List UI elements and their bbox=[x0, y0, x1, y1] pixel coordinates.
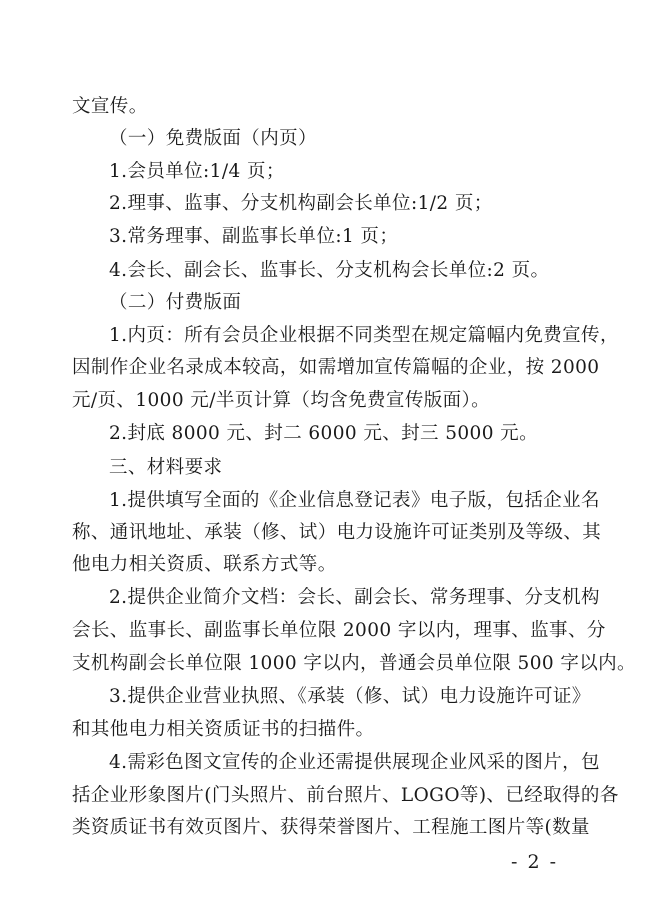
text-line: 1.提供填写全面的《企业信息登记表》电子版，包括企业名 bbox=[109, 490, 600, 511]
text-line: 1.内页：所有会员企业根据不同类型在规定篇幅内免费宣传， bbox=[109, 325, 619, 346]
text-line: 因制作企业名录成本较高，如需增加宣传篇幅的企业，按 2000 bbox=[72, 357, 600, 378]
page-number: - 2 - bbox=[510, 851, 558, 873]
section-heading: 三、材料要求 bbox=[109, 457, 223, 478]
text-line: 支机构副会长单位限 1000 字以内，普通会员单位限 500 字以内。 bbox=[72, 653, 636, 674]
text-line: 文宣传。 bbox=[72, 96, 148, 117]
text-line: 元/页、1000 元/半页计算（均含免费宣传版面）。 bbox=[72, 390, 491, 411]
text-line: 4.需彩色图文宣传的企业还需提供展现企业风采的图片，包 bbox=[109, 752, 600, 773]
text-line: 类资质证书有效页图片、获得荣誉图片、工程施工图片等(数量 bbox=[72, 817, 590, 838]
text-line: 3.提供企业营业执照、《承装（修、试）电力设施许可证》 bbox=[109, 686, 591, 707]
text-line: 1.会员单位:1/4 页； bbox=[109, 161, 285, 182]
text-line: 括企业形象图片(门头照片、前台照片、LOGO等)、已经取得的各 bbox=[72, 785, 619, 806]
text-line: 3.常务理事、副监事长单位:1 页； bbox=[109, 226, 399, 247]
text-line: 2.封底 8000 元、封二 6000 元、封三 5000 元。 bbox=[109, 423, 538, 444]
text-line: 和其他电力相关资质证书的扫描件。 bbox=[72, 719, 375, 740]
text-line: 会长、监事长、副监事长单位限 2000 字以内，理事、监事、分 bbox=[72, 620, 606, 641]
section-heading: （二）付费版面 bbox=[109, 292, 242, 313]
text-line: 2.提供企业简介文档：会长、副会长、常务理事、分支机构 bbox=[109, 587, 600, 608]
section-heading: （一）免费版面（内页） bbox=[109, 128, 317, 149]
text-line: 称、通讯地址、承装（修、试）电力设施许可证类别及等级、其 bbox=[72, 522, 602, 543]
text-line: 4.会长、副会长、监事长、分支机构会长单位:2 页。 bbox=[109, 260, 550, 281]
text-line: 2.理事、监事、分支机构副会长单位:1/2 页； bbox=[109, 193, 493, 214]
text-line: 他电力相关资质、联系方式等。 bbox=[72, 554, 337, 575]
